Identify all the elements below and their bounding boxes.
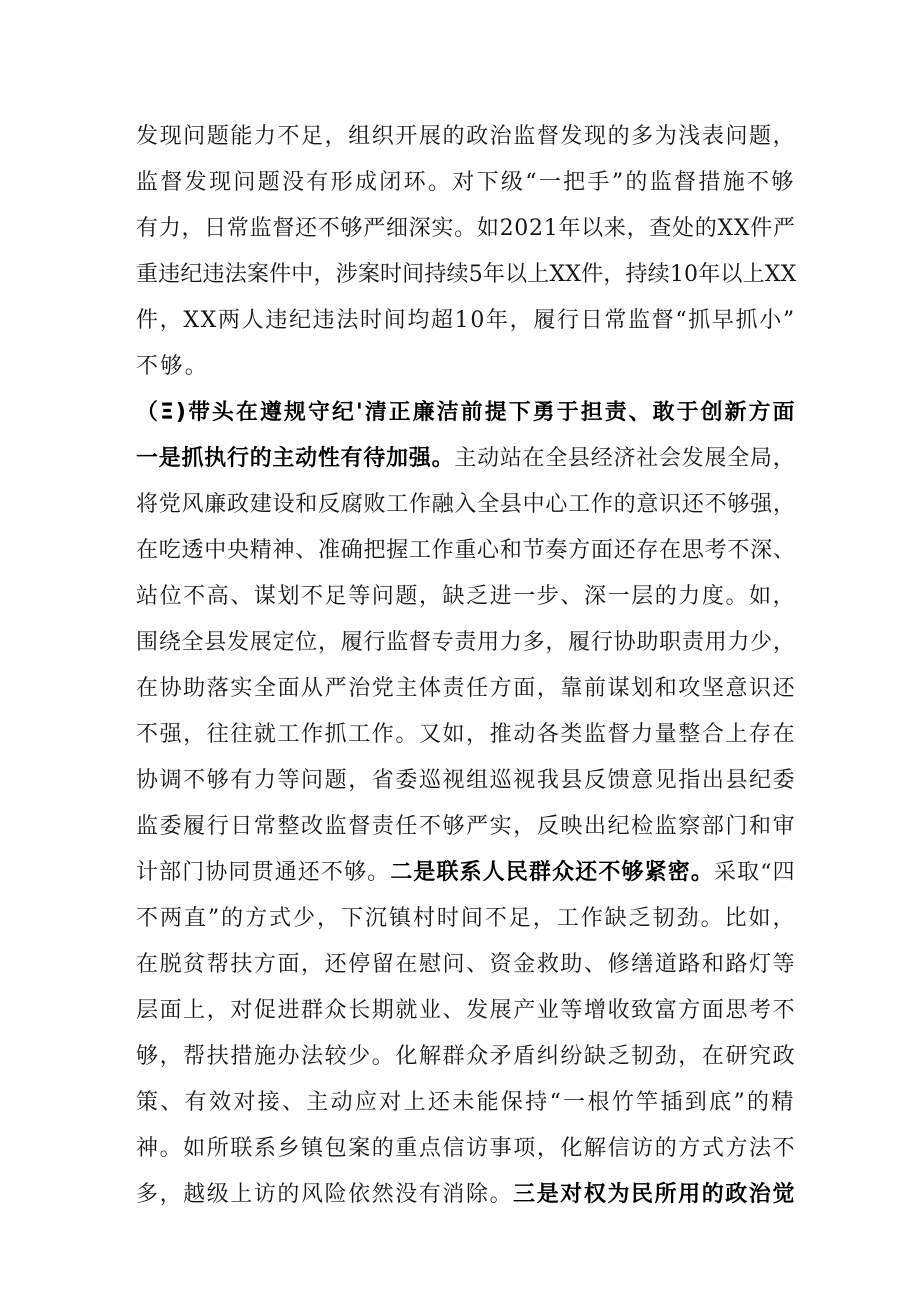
text-run: 层面上，对促进群众长期就业、发展产业等增收致富方面思考不 [136,998,797,1023]
text-line [136,666,796,712]
text-run: 在协助落实全面从严治党主体责任方面，靠前谋划和攻坚意识还 [136,676,797,701]
text-run: 够，帮扶措施办法较少。化解群众矛盾纠纷缺乏韧劲，在研究政 [136,1044,797,1069]
text-line [136,160,796,206]
text-line [136,804,796,850]
text-run: 件，XX两人违纪违法时间均超10年，履行日常监督“抓早抓小” [136,308,796,333]
text-line [136,114,796,160]
text-run: 监督发现问题没有形成闭环。对下级“一把手”的监督措施不够 [136,170,796,195]
text-run: 有力，日常监督还不够严细深实。如2021年以来，查处的XX件严 [136,216,796,241]
text-run: 在脱贫帮扶方面，还停留在慰问、资金救助、修缮道路和路灯等 [136,952,797,977]
text-line [136,1126,796,1172]
text-run: 将党风廉政建设和反腐败工作融入全县中心工作的意识还不够强， [136,492,796,517]
text-run: 不两直”的方式少，下沉镇村时间不足，工作缺乏韧劲。比如， [136,906,797,931]
text-line [136,344,796,390]
text-run: 协调不够有力等问题，省委巡视组巡视我县反馈意见指出县纪委 [136,768,797,793]
text-line [136,528,796,574]
text-line [136,850,796,896]
text-run-bold: 一是抓执行的主动性有待加强。 [136,446,455,471]
text-run-bold: 二是联系人民群众还不够紧密。 [390,860,714,885]
text-line [136,988,796,1034]
text-line [136,574,796,620]
text-run: 神。如所联系乡镇包案的重点信访事项，化解信访的方式方法不 [136,1136,797,1161]
text-run: 重违纪违法案件中，涉案时间持续5年以上XX件，持续10年以上XX [136,262,797,287]
text-line [136,298,796,344]
text-line [136,1172,796,1218]
text-run: 计部门协同贯通还不够。 [136,860,391,885]
text-run: 监委履行日常整改监督责任不够严实，反映出纪检监察部门和审 [136,814,797,839]
text-run: 主动站在全县经济社会发展全局， [454,446,796,471]
text-line [136,712,796,758]
text-run: 围绕全县发展定位，履行监督专责用力多，履行协助职责用力少， [136,630,796,655]
text-line [136,1034,796,1080]
text-run-bold: （Ξ)带头在遵规守纪'清正廉洁前提下勇于担责、敢于创新方面 [136,400,797,425]
text-run: 在吃透中央精神、准确把握工作重心和节奏方面还存在思考不深、 [136,538,796,563]
text-line [136,896,796,942]
text-run-bold: 三是对权为民所用的政治觉 [513,1182,797,1207]
text-run: 发现问题能力不足，组织开展的政治监督发现的多为浅表问题， [136,124,797,149]
text-line [136,206,796,252]
text-run: 站位不高、谋划不足等问题，缺乏进一步、深一层的力度。如， [136,584,797,609]
text-run: 采取“四 [713,860,796,885]
text-run: 不够。 [136,354,210,379]
text-line [136,252,796,298]
text-line [136,942,796,988]
section-heading [136,390,796,436]
text-line [136,482,796,528]
text-line [136,1080,796,1126]
text-run: 不强，往往就工作抓工作。又如，推动各类监督力量整合上存在 [136,722,797,747]
text-run: 策、有效对接、主动应对上还未能保持“一根竹竿插到底”的精 [136,1090,796,1115]
text-line [136,620,796,666]
text-line [136,758,796,804]
text-run: 多，越级上访的风险依然没有消除。 [136,1182,514,1207]
text-line [136,436,796,482]
